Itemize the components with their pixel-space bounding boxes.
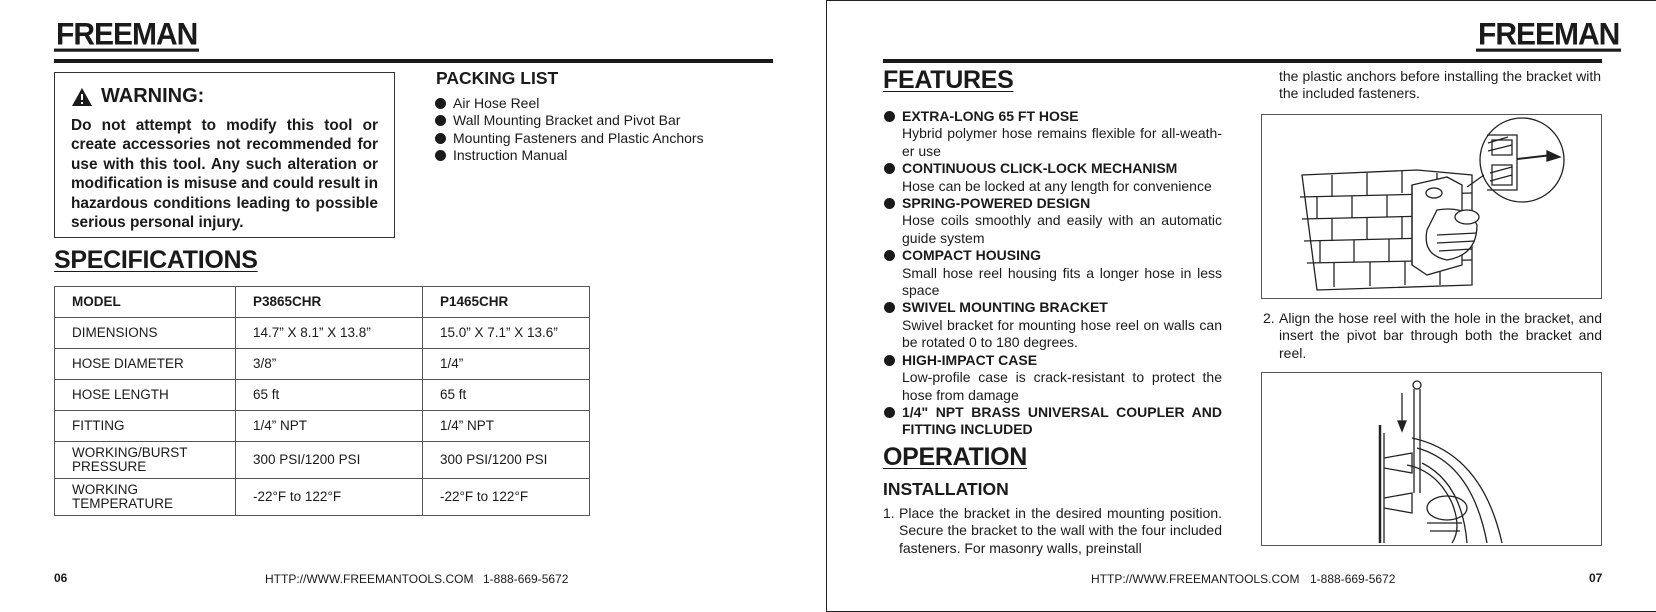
table-row: WORKING TEMPERATURE -22°F to 122°F -22°F to 122°F bbox=[55, 479, 590, 516]
bullet-icon bbox=[884, 355, 895, 366]
footer-phone-right: 1-888-669-5672 bbox=[1310, 572, 1396, 586]
bullet-icon bbox=[884, 302, 895, 313]
bullet-icon bbox=[435, 133, 446, 144]
table-row: WORKING/BURST PRESSURE 300 PSI/1200 PSI 300 PSI/1200 PSI bbox=[55, 442, 590, 479]
footer-url-right: HTTP://WWW.FREEMANTOOLS.COM bbox=[1091, 572, 1300, 586]
feature-item: COMPACT HOUSING Small hose reel housing fits a longer hose in less space bbox=[884, 247, 1222, 299]
installation-title: INSTALLATION bbox=[883, 479, 1009, 499]
page-number-right: 07 bbox=[1589, 571, 1603, 585]
warning-heading bbox=[71, 85, 378, 108]
bullet-icon bbox=[884, 111, 895, 122]
feature-item: SPRING-POWERED DESIGN Hose coils smoothly and easily with an automatic guide system bbox=[884, 195, 1222, 247]
operation-title: OPERATION bbox=[883, 443, 1028, 471]
left-page bbox=[0, 0, 826, 612]
installation-step-2: 2. Align the hose reel with the hole in the bracket, and insert the pivot bar through both the bracket and reel. bbox=[1263, 310, 1602, 361]
pivot-bar-figure bbox=[1261, 372, 1602, 546]
installation-step-1-continued: the plastic anchors before installing the bracket with the included fasteners. bbox=[1279, 68, 1601, 102]
warning-title: WARNING: bbox=[101, 85, 205, 107]
packing-list bbox=[435, 95, 765, 165]
bullet-icon bbox=[435, 150, 446, 161]
freeman-logo: FREEMAN bbox=[56, 17, 198, 52]
warning-text: Do not attempt to modify this tool or create accessories not recommended for use with this tool. Any such alteration or modification is misuse and could result in hazardous conditions leading to possible serious personal injury. bbox=[71, 117, 379, 232]
bullet-icon bbox=[435, 115, 446, 126]
warning-box bbox=[54, 72, 395, 238]
freeman-logo: FREEMAN bbox=[1478, 17, 1620, 52]
bullet-icon bbox=[435, 98, 446, 109]
bullet-icon bbox=[884, 163, 895, 174]
footer-phone-left: 1-888-669-5672 bbox=[483, 572, 569, 586]
bullet-icon bbox=[884, 250, 895, 261]
feature-item: HIGH-IMPACT CASE Low-profile case is crack-resistant to protect the hose from damage bbox=[884, 352, 1222, 404]
bullet-icon bbox=[884, 407, 895, 418]
footer-url-left: HTTP://WWW.FREEMANTOOLS.COM bbox=[265, 572, 474, 586]
bracket-wall-illustration bbox=[1262, 115, 1601, 298]
packing-list-title: PACKING LIST bbox=[436, 68, 559, 88]
specifications-table bbox=[54, 286, 590, 516]
header-rule bbox=[54, 59, 773, 63]
feature-item: 1/4" NPT BRASS UNIVERSAL COUPLER AND FITTING INCLUDED bbox=[884, 404, 1222, 439]
table-header-row: MODEL P3865CHR P1465CHR bbox=[55, 287, 590, 318]
list-item: Wall Mounting Bracket and Pivot Bar bbox=[435, 112, 765, 129]
pivot-bar-illustration bbox=[1262, 373, 1601, 545]
feature-item: SWIVEL MOUNTING BRACKET Swivel bracket for mounting hose reel on walls can be rotated 0 to 180 degrees. bbox=[884, 299, 1222, 351]
warning-triangle-icon bbox=[71, 87, 93, 107]
bullet-icon bbox=[884, 198, 895, 209]
feature-item: EXTRA-LONG 65 FT HOSE Hybrid polymer hose remains flexible for all-weath-er use bbox=[884, 108, 1222, 160]
table-row: HOSE DIAMETER 3/8” 1/4” bbox=[55, 349, 590, 380]
installation-step-1: 1. Place the bracket in the desired mounting position. Secure the bracket to the wall with the four included fasteners. For masonry walls, preinstall bbox=[883, 505, 1222, 556]
page-number-left: 06 bbox=[54, 571, 68, 585]
list-item: Air Hose Reel bbox=[435, 95, 765, 112]
header-rule bbox=[883, 59, 1602, 63]
table-row: HOSE LENGTH 65 ft 65 ft bbox=[55, 380, 590, 411]
features-title: FEATURES bbox=[883, 66, 1014, 94]
bracket-wall-figure bbox=[1261, 114, 1602, 299]
table-row: FITTING 1/4” NPT 1/4” NPT bbox=[55, 411, 590, 442]
specifications-title: SPECIFICATIONS bbox=[54, 246, 258, 274]
table-row: DIMENSIONS 14.7” X 8.1” X 13.8” 15.0” X 7.1” X 13.6” bbox=[55, 318, 590, 349]
list-item: Instruction Manual bbox=[435, 147, 765, 164]
feature-item: CONTINUOUS CLICK-LOCK MECHANISM Hose can be locked at any length for convenience bbox=[884, 160, 1222, 195]
list-item: Mounting Fasteners and Plastic Anchors bbox=[435, 130, 765, 147]
features-list bbox=[884, 108, 1222, 439]
